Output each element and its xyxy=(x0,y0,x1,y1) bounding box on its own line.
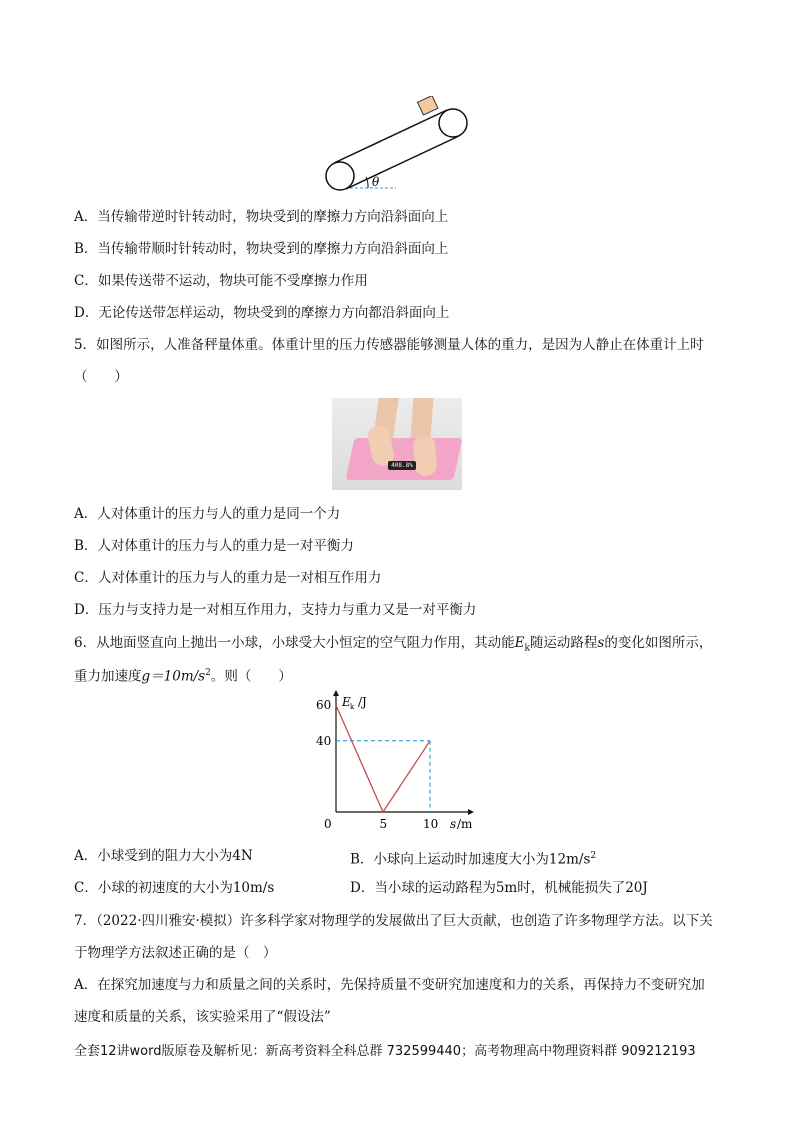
lower-pulley xyxy=(326,162,354,190)
q5-option-d: D．压力与支持力是一对相互作用力，支持力与重力又是一对平衡力 xyxy=(74,602,477,618)
q6-stem: 6．从地面竖直向上抛出一小球，小球受大小恒定的空气阻力作用，其动能$E_k$随运动路程s的变化如图所示， xyxy=(74,635,713,654)
y-tick-label: 60 xyxy=(316,698,332,713)
q5-option-a: A．人对体重计的压力与人的重力是同一个力 xyxy=(74,506,341,522)
x-tick-label: 5 xyxy=(379,817,388,831)
q4-option-a: A．当传输带逆时针转动时，物块受到的摩擦力方向沿斜面向上 xyxy=(74,209,449,225)
q6-option-a: A．小球受到的阻力大小为4N xyxy=(74,848,253,864)
y-axis-label-k: k xyxy=(350,703,355,711)
upper-pulley xyxy=(439,109,467,137)
q4-option-c: C．如果传送带不运动，物块可能不受摩擦力作用 xyxy=(74,273,368,289)
x-tick-label: 10 xyxy=(423,817,439,831)
q7-option-a: A．在探究加速度与力和质量之间的关系时，先保持质量不变研究加速度和力的关系，再保持力不变研究加 xyxy=(74,977,705,993)
q4-option-d: D．无论传送带怎样运动，物块受到的摩擦力方向都沿斜面向上 xyxy=(74,305,450,321)
x-axis-label-s: s xyxy=(450,817,457,831)
y-axis-label-unit: /J xyxy=(358,695,367,709)
scale-photo xyxy=(332,398,462,490)
x-axis-label-unit: /m xyxy=(457,817,473,831)
q7-option-a-line2: 速度和质量的关系，该实验采用了“假设法” xyxy=(74,1009,331,1025)
x-tick-label: 0 xyxy=(324,817,332,831)
scale-display: 408.8% xyxy=(388,461,416,470)
conveyor-diagram xyxy=(318,96,478,196)
ek-series-line xyxy=(336,705,430,812)
block xyxy=(418,96,438,115)
y-tick-label: 40 xyxy=(316,733,332,748)
q4-option-b: B．当传输带顺时针转动时，物块受到的摩擦力方向沿斜面向上 xyxy=(74,241,449,257)
q5-stem: 5．如图所示，人准备秤量体重。体重计里的压力传感器能够测量人体的重力，是因为人静止在体重计上时 xyxy=(74,337,704,353)
q6-option-d: D．当小球的运动路程为5m时，机械能损失了20J xyxy=(350,880,648,896)
q7-stem-line2: 于物理学方法叙述正确的是（ ） xyxy=(74,945,277,961)
ek-chart xyxy=(300,690,500,840)
q6-option-b: B．小球向上运动时加速度大小为$12m/s^2$ xyxy=(350,851,597,868)
theta-label: θ xyxy=(372,175,380,189)
q6-stem-line2: 重力加速度$g=10m/s^2$。则（ ） xyxy=(74,668,292,685)
q6-option-c: C．小球的初速度的大小为10m/s xyxy=(74,880,275,896)
q5-blank: （ ） xyxy=(74,369,128,385)
q7-stem: 7．（2022·四川雅安·模拟）许多科学家对物理学的发展做出了巨大贡献，也创造了许多物理学方法。以下关 xyxy=(74,913,713,929)
q5-option-c: C．人对体重计的压力与人的重力是一对相互作用力 xyxy=(74,570,382,586)
footer-note: 全套12讲word版原卷及解析见：新高考资料全科总群 732599440；高考物理高中物理资料群 909212193 xyxy=(74,1044,696,1059)
q5-option-b: B．人对体重计的压力与人的重力是一对平衡力 xyxy=(74,538,354,554)
y-axis-label-e: E xyxy=(342,695,351,709)
